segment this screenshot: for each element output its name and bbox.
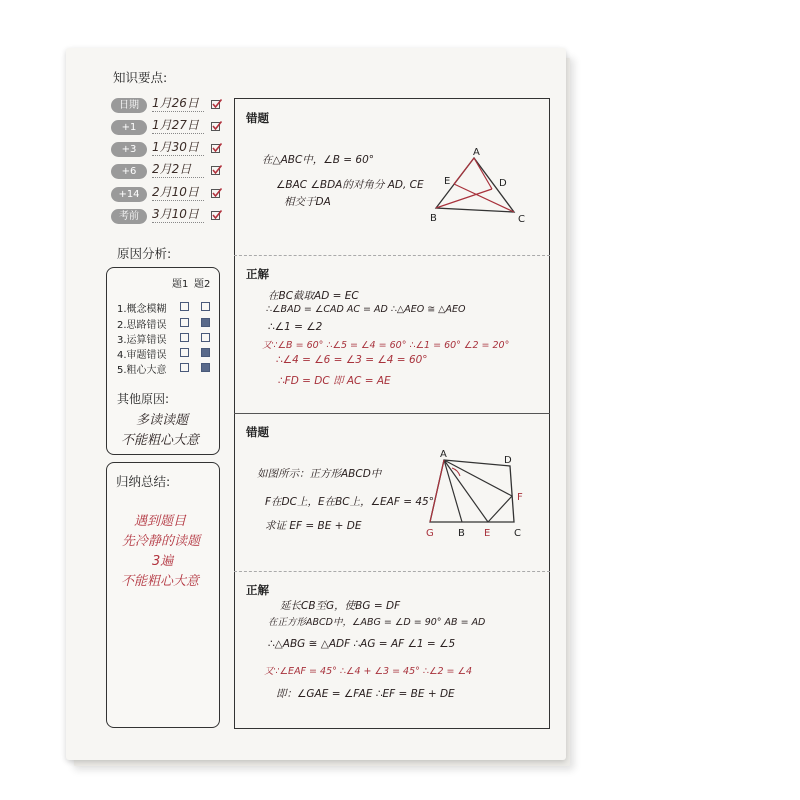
analysis-title: 原因分析: (117, 246, 172, 261)
handwritten-line: ∠BAC ∠BDA的对角分 AD, CE (276, 179, 424, 191)
handwritten-line: 在BC截取AD = EC (268, 290, 359, 302)
reason-item: 1.概念模糊 (117, 304, 167, 315)
summary-line: 不能粗心大意 (121, 574, 200, 589)
handwritten-line: ∴∠4 = ∠6 = ∠3 = ∠4 = 60° (276, 354, 428, 366)
section-title: 正解 (246, 267, 269, 281)
handwritten-line: 又∵∠EAF = 45° ∴∠4 + ∠3 = 45° ∴∠2 = ∠4 (264, 666, 473, 677)
reason-checkbox[interactable] (201, 363, 210, 372)
summary-line: 先冷静的读题 (122, 534, 201, 549)
review-date: 3月10日 (152, 207, 204, 223)
checked-checkbox-icon[interactable] (211, 99, 222, 110)
section-divider (234, 571, 550, 572)
review-date: 1月27日 (152, 118, 204, 134)
checked-checkbox-icon[interactable] (211, 188, 222, 199)
checked-checkbox-icon[interactable] (211, 121, 222, 132)
reason-checkbox[interactable] (180, 348, 189, 357)
summary-line: 3遍 (152, 554, 174, 569)
handwritten-line: 在正方形ABCD中，∠ABG = ∠D = 90° AB = AD (268, 617, 486, 628)
handwritten-line: F在DC上，E在BC上，∠EAF = 45° (265, 496, 434, 508)
vertex-label: B (430, 213, 437, 224)
reason-item: 2.思路错误 (117, 320, 167, 331)
other-reason-line: 多读读题 (136, 413, 189, 428)
vertex-label: E (484, 528, 491, 539)
reason-checkbox[interactable] (180, 333, 189, 342)
reason-item: 5.粗心大意 (117, 365, 167, 376)
vertex-label: E (444, 176, 451, 187)
review-tag: +1 (111, 120, 147, 135)
handwritten-line: 又∵∠B = 60° ∴∠5 = ∠4 = 60° ∴∠1 = 60° ∠2 = 20° (262, 340, 510, 351)
reason-checkbox[interactable] (201, 348, 210, 357)
reason-checkbox[interactable] (201, 302, 210, 311)
section-title: 正解 (246, 583, 269, 597)
review-tag: +6 (111, 164, 147, 179)
knowledge-title: 知识要点: (113, 70, 168, 85)
checked-checkbox-icon[interactable] (211, 210, 222, 221)
vertex-label: D (499, 178, 507, 189)
vertex-label: C (514, 528, 521, 539)
column-header: 题2 (194, 279, 211, 290)
section-divider (234, 255, 550, 256)
section-title: 错题 (246, 425, 269, 439)
review-date: 2月2日 (152, 162, 204, 178)
vertex-label: G (426, 528, 434, 539)
review-date: 2月10日 (152, 185, 204, 201)
summary-box (106, 462, 220, 728)
handwritten-line: 即：∠GAE = ∠FAE ∴EF = BE + DE (276, 688, 455, 700)
handwritten-line: ∴∠1 = ∠2 (268, 321, 323, 333)
reason-checkbox[interactable] (180, 363, 189, 372)
handwritten-line: ∴∠BAD = ∠CAD AC = AD ∴△AEO ≅ △AEO (266, 304, 466, 315)
handwritten-line: ∴△ABG ≅ △ADF ∴AG = AF ∠1 = ∠5 (268, 638, 456, 650)
handwritten-line: 相交于DA (284, 196, 331, 208)
handwritten-line: 延长CB至G，使BG = DF (280, 600, 401, 612)
handwritten-line: ∴FD = DC 即 AC = AE (278, 375, 391, 387)
review-tag: 考前 (111, 209, 147, 224)
reason-checkbox[interactable] (180, 302, 189, 311)
square-figure (422, 446, 532, 542)
checked-checkbox-icon[interactable] (211, 165, 222, 176)
vertex-label: C (518, 214, 525, 225)
reason-checkbox[interactable] (180, 318, 189, 327)
handwritten-line: 求证 EF = BE + DE (265, 520, 362, 532)
column-header: 题1 (172, 279, 189, 290)
other-reasons-title: 其他原因: (117, 392, 170, 406)
section-title: 错题 (246, 111, 269, 125)
handwritten-line: 在△ABC中，∠B = 60° (262, 154, 374, 166)
vertex-label: F (517, 492, 523, 503)
review-date: 1月26日 (152, 96, 204, 112)
checked-checkbox-icon[interactable] (211, 143, 222, 154)
triangle-figure (424, 144, 534, 226)
vertex-label: D (504, 455, 512, 466)
other-reason-line: 不能粗心大意 (121, 433, 200, 448)
vertex-label: A (473, 147, 480, 158)
vertex-label: B (458, 528, 465, 539)
review-tag: +14 (111, 187, 147, 202)
review-date: 1月30日 (152, 140, 204, 156)
review-tag: +3 (111, 142, 147, 157)
review-tag: 日期 (111, 98, 147, 113)
vertex-label: A (440, 449, 447, 460)
handwritten-line: 如图所示：正方形ABCD中 (257, 468, 382, 480)
reason-checkbox[interactable] (201, 318, 210, 327)
section-divider (234, 413, 550, 414)
reason-item: 3.运算错误 (117, 335, 167, 346)
summary-line: 遇到题目 (134, 514, 187, 529)
summary-title: 归纳总结: (116, 474, 171, 489)
reason-checkbox[interactable] (201, 333, 210, 342)
reason-item: 4.审题错误 (117, 350, 167, 361)
